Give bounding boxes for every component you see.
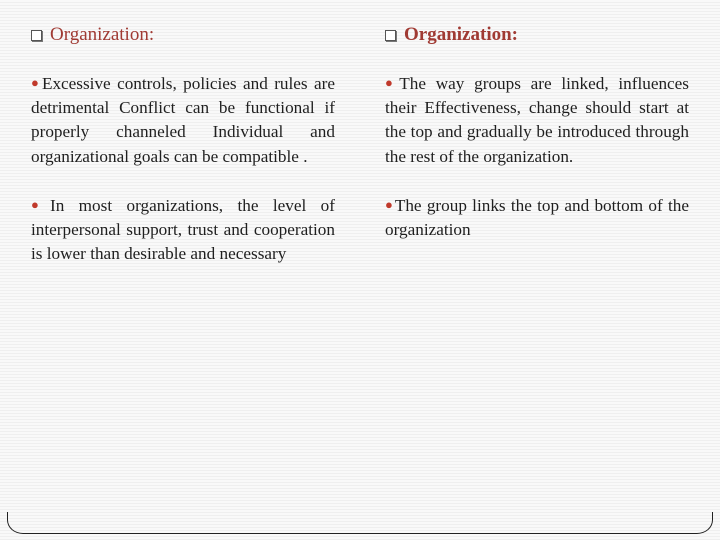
right-heading — [385, 22, 689, 48]
checkbox-square-icon — [31, 30, 42, 41]
checkbox-square-icon — [385, 30, 396, 41]
bullet-icon: ● — [31, 196, 49, 212]
bullet-icon: ● — [31, 75, 41, 90]
slide-bottom-frame — [7, 512, 713, 534]
left-column — [31, 22, 335, 266]
right-heading-text: Organization: — [404, 24, 518, 45]
left-heading — [31, 22, 335, 48]
left-heading-text: Organization: — [50, 24, 155, 45]
bullet-icon: ● — [385, 75, 399, 90]
right-column — [385, 22, 689, 242]
bullet-icon: ● — [385, 196, 394, 212]
left-paragraph-1: ●Excessive controls, policies and rules are detrimental Conflict can be functional if properly channeled Individual and organizational goals can be compatible . — [31, 74, 335, 166]
right-paragraph-1: ●The way groups are linked, influences their Effectiveness, change should start at the top and gradually be introduced through the rest of the organization. — [385, 74, 689, 166]
right-paragraph-2: ●The group links the top and bottom of the organization — [385, 195, 689, 240]
left-paragraph-2: ●In most organizations, the level of interpersonal support, trust and cooperation is lower than desirable and necessary — [31, 195, 336, 264]
